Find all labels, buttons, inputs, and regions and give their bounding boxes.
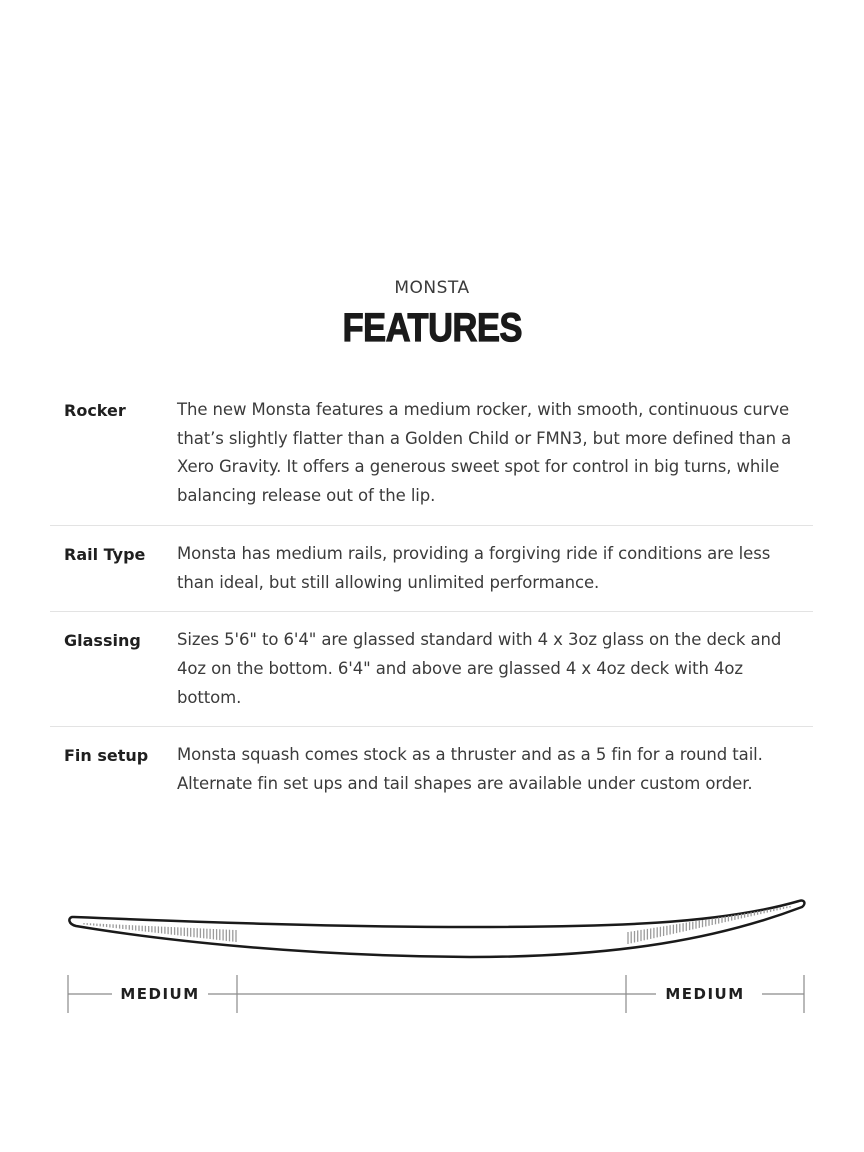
feature-row-glassing — [50, 626, 813, 727]
feature-description: The new Monsta features a medium rocker, with smooth, continuous curve that’s slightly flatter than a Golden Child or FMN3, but more defined than a Xero Gravity. It offers a generous sweet spot for control in big turns, while balancing release out of the lip. — [177, 400, 792, 506]
tail-rail-label: MEDIUM — [120, 985, 200, 1003]
nose-rail-label: MEDIUM — [665, 985, 745, 1003]
feature-label-text: Rail Type — [64, 544, 146, 564]
feature-description: Monsta squash comes stock as a thruster and as a 5 fin for a round tail. Alternate fin set ups and tail shapes are available under custom order. — [177, 745, 763, 794]
feature-label: Glassing — [64, 631, 141, 651]
product-name: MONSTA — [394, 278, 470, 298]
feature-description: Monsta has medium rails, providing a forgiving ride if conditions are less than ideal, but still allowing unlimited performance. — [177, 543, 771, 592]
rocker-diagram — [0, 880, 864, 1030]
feature-label: Rocker — [64, 401, 126, 420]
feature-row-fin-setup — [50, 741, 813, 812]
feature-row-rail-type — [50, 540, 813, 612]
page-header — [0, 277, 864, 349]
surfboard-outline — [69, 901, 804, 957]
feature-label-text: Fin setup — [64, 746, 149, 766]
page-title: FEATURES — [342, 306, 522, 350]
feature-row-rocker — [50, 396, 813, 526]
feature-description: Sizes 5'6" to 6'4" are glassed standard with 4 x 3oz glass on the deck and 4oz on the bottom. 6'4" and above are glassed 4 x 4oz deck with 4oz bottom. — [177, 630, 782, 707]
feature-label — [64, 741, 177, 798]
feature-label — [64, 540, 177, 597]
features-table — [50, 396, 813, 827]
